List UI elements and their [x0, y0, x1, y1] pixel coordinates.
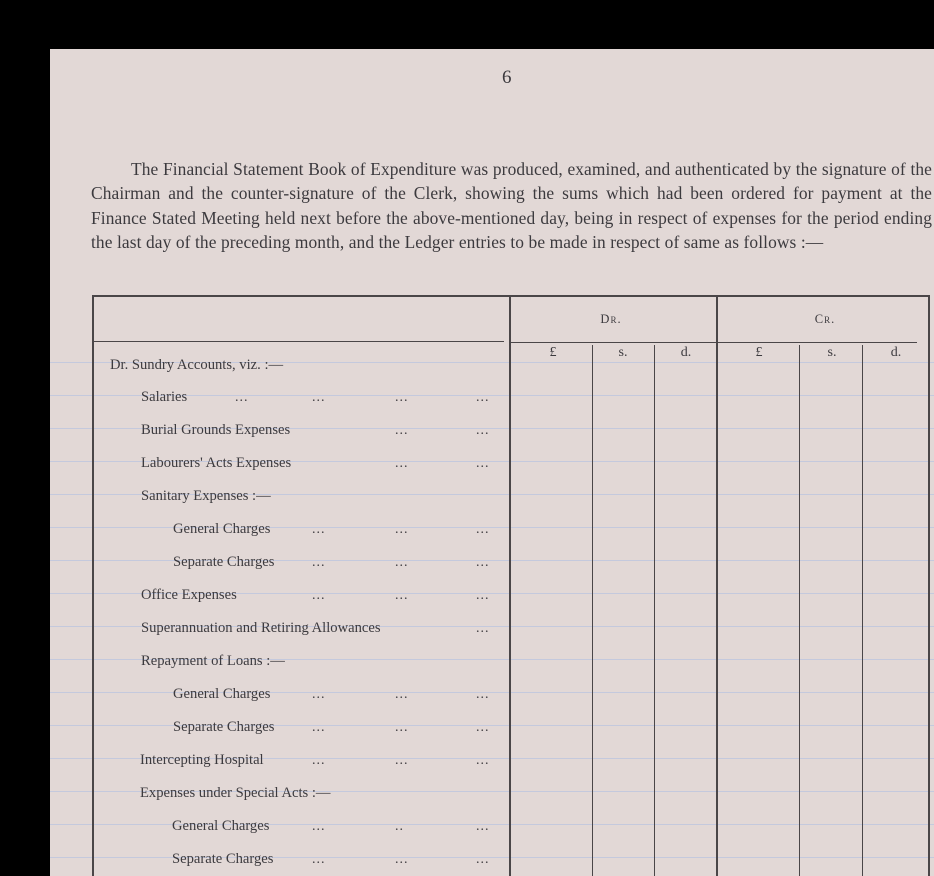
leader-dots: ... [312, 588, 326, 603]
leader-dots: ... [476, 423, 490, 438]
leader-dots: ... [476, 819, 490, 834]
ledger-row-label: Superannuation and Retiring Allowances [141, 620, 381, 636]
leader-dots: ... [395, 753, 409, 768]
leader-dots: ... [395, 522, 409, 537]
leader-dots: ... [476, 522, 490, 537]
ledger-row-label: Separate Charges [173, 719, 275, 735]
ledger-row-label: Separate Charges [172, 851, 274, 867]
ledger-row-label: Salaries [141, 389, 188, 405]
ledger-row-label: General Charges [172, 818, 270, 834]
label-column-rule [94, 341, 504, 342]
ledger-row-label: Labourers' Acts Expenses [141, 455, 292, 471]
dr-pence-header: d. [680, 345, 692, 360]
leader-dots: ... [476, 390, 490, 405]
amount-header-rule [509, 342, 917, 343]
leader-dots: ... [395, 588, 409, 603]
leader-dots: ... [395, 456, 409, 471]
leader-dots: .. [395, 819, 404, 834]
table-top-border [92, 295, 930, 297]
ledger-row-label: Expenses under Special Acts :— [140, 785, 331, 801]
ledger-row-label: Dr. Sundry Accounts, viz. :— [110, 357, 284, 373]
leader-dots: ... [235, 390, 249, 405]
label-amount-divider [509, 295, 511, 876]
cr-header: Cr. [814, 312, 836, 326]
amount-column-divider [799, 345, 800, 876]
dr-header: Dr. [600, 312, 622, 326]
leader-dots: ... [395, 720, 409, 735]
ledger-row-label: Burial Grounds Expenses [141, 422, 291, 438]
cr-shillings-header: s. [827, 345, 837, 360]
dr-shillings-header: s. [618, 345, 628, 360]
leader-dots: ... [476, 456, 490, 471]
leader-dots: ... [476, 621, 490, 636]
cr-pence-header: d. [890, 345, 902, 360]
leader-dots: ... [312, 753, 326, 768]
leader-dots: ... [312, 852, 326, 867]
leader-dots: ... [312, 522, 326, 537]
amount-column-divider [654, 345, 655, 876]
document-page [50, 49, 934, 876]
leader-dots: ... [476, 555, 490, 570]
cr-pounds-header: £ [755, 345, 763, 360]
leader-dots: ... [312, 819, 326, 834]
ledger-row-label: Sanitary Expenses :— [141, 488, 271, 504]
leader-dots: ... [395, 555, 409, 570]
amount-column-divider [862, 345, 863, 876]
leader-dots: ... [395, 687, 409, 702]
leader-dots: ... [476, 687, 490, 702]
ledger-row-label: General Charges [173, 521, 271, 537]
ledger-row-label: Separate Charges [173, 554, 275, 570]
leader-dots: ... [312, 390, 326, 405]
ledger-row-label: Office Expenses [141, 587, 237, 603]
leader-dots: ... [476, 753, 490, 768]
leader-dots: ... [395, 423, 409, 438]
dr-pounds-header: £ [549, 345, 557, 360]
leader-dots: ... [312, 687, 326, 702]
leader-dots: ... [395, 390, 409, 405]
dr-cr-divider [716, 295, 718, 876]
financial-statement-paragraph: The Financial Statement Book of Expenditure was produced, examined, and authenticated by the signature of the Chairman and the counter-signature of the Clerk, showing the sums which had been ordered for payment at the Finance Stated Meeting held next before the above-mentioned day, being in respect of expenses for the period ending the last day of the preceding month, and the Ledger entries to be made in respect of same as follows :— [91, 159, 932, 253]
ledger-row-label: Repayment of Loans :— [141, 653, 285, 669]
leader-dots: ... [395, 852, 409, 867]
leader-dots: ... [312, 720, 326, 735]
leader-dots: ... [312, 555, 326, 570]
leader-dots: ... [476, 852, 490, 867]
ledger-row-label: General Charges [173, 686, 271, 702]
page-number: 6 [502, 67, 512, 88]
amount-column-divider [592, 345, 593, 876]
leader-dots: ... [476, 720, 490, 735]
leader-dots: ... [476, 588, 490, 603]
table-left-border [92, 295, 94, 876]
table-right-border [928, 295, 930, 876]
ledger-row-label: Intercepting Hospital [140, 752, 264, 768]
